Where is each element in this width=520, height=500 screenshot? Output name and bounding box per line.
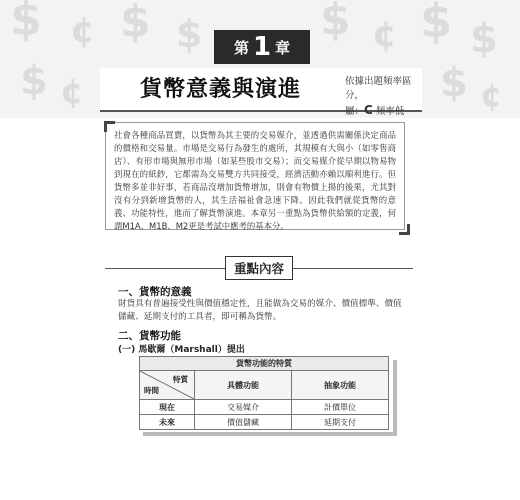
chapter-banner <box>0 0 520 118</box>
frequency-line-1: 依據出題頻率區分， <box>345 76 412 101</box>
section-2-heading: 二、貨幣功能 <box>118 330 181 342</box>
table-cell: 延期支付 <box>292 415 389 430</box>
row-label: 現在 <box>140 400 195 415</box>
table-row <box>140 400 389 415</box>
row-label: 未來 <box>140 415 195 430</box>
frequency-grade: C <box>364 103 373 117</box>
dollar-watermark-icon: $ <box>20 58 48 104</box>
chapter-number-badge <box>214 30 310 64</box>
table-header-row <box>140 371 389 400</box>
table-caption: 貨幣功能的特質 <box>140 357 389 371</box>
chapter-number: 1 <box>252 32 272 62</box>
dollar-watermark-icon: $ <box>420 0 453 48</box>
dollar-watermark-icon: ¢ <box>70 10 96 51</box>
chapter-suffix: 章 <box>275 38 291 57</box>
table-diagonal-header <box>140 371 195 400</box>
header-trait: 特質 <box>173 375 188 384</box>
chapter-prefix: 第 <box>233 38 249 57</box>
table-row <box>140 415 389 430</box>
intro-corner-mark <box>104 121 115 132</box>
frequency-suffix: 頻率低 <box>372 106 405 117</box>
dollar-watermark-icon: $ <box>440 60 468 106</box>
header-concrete-function: 具體功能 <box>195 371 292 400</box>
frequency-line-2 <box>345 103 422 118</box>
table-cell: 交易媒介 <box>195 400 292 415</box>
frequency-note <box>345 75 422 118</box>
section-1-body: 財貨具有普遍接受性與價值穩定性，且能做為交易的媒介、價值標準、價值儲藏、延期支付的工具者，即可稱為貨幣。 <box>118 299 402 322</box>
dollar-watermark-icon: $ <box>470 16 498 62</box>
section-1-heading: 一、貨幣的意義 <box>118 286 192 298</box>
table-caption-row <box>140 357 389 371</box>
frequency-prefix: 屬： <box>345 106 365 117</box>
key-content-tab <box>225 256 293 280</box>
dollar-watermark-icon: $ <box>10 0 43 46</box>
dollar-watermark-icon: $ <box>320 0 351 45</box>
header-time: 時間 <box>144 386 159 395</box>
key-content-label: 重點內容 <box>233 261 284 276</box>
dollar-watermark-icon: ¢ <box>372 14 398 55</box>
chapter-intro-text: 社會各種商品買賣，以貨幣為其主要的交易媒介，並透過供需關係決定商品的價格和交易量。市場是交易行為發生的處所，其規模有大與小（如零售商店）、有形市場與無形市場（如某些股市交易）；而交易媒介從早期以物易物到現在的紙鈔，它都需為交易雙方共同接受，經濟活動亦賴以順利進行。但貨幣多並非好事，若商品沒增加貨幣增加，則會有物價上揚的後果，尤其對沒有分到新增貨幣的人，其生活福祉會急速下降。因此我們就從貨幣的意義、功能特性，進而了解貨幣演進。本章另一重點為貨幣供給額的定義，何謂M1A、M1B、M2更是考試中應考的基本分。 <box>114 130 396 231</box>
dollar-watermark-icon: ¢ <box>480 76 503 114</box>
table-shadow <box>393 360 397 434</box>
table-cell: 價值儲藏 <box>195 415 292 430</box>
intro-corner-mark <box>399 224 410 235</box>
dollar-watermark-icon: $ <box>120 0 151 47</box>
table-shadow <box>143 432 397 436</box>
dollar-watermark-icon: ¢ <box>60 72 84 112</box>
chapter-intro-box <box>105 122 405 230</box>
table-cell: 計價單位 <box>292 400 389 415</box>
dollar-watermark-icon: $ <box>176 12 203 56</box>
header-abstract-function: 抽象功能 <box>292 371 389 400</box>
chapter-title-bar <box>100 68 422 117</box>
money-function-table <box>139 356 389 430</box>
section-2-subheading: (一) 馬歇爾（Marshall）提出 <box>118 345 245 355</box>
chapter-title: 貨幣意義與演進 <box>140 77 302 102</box>
